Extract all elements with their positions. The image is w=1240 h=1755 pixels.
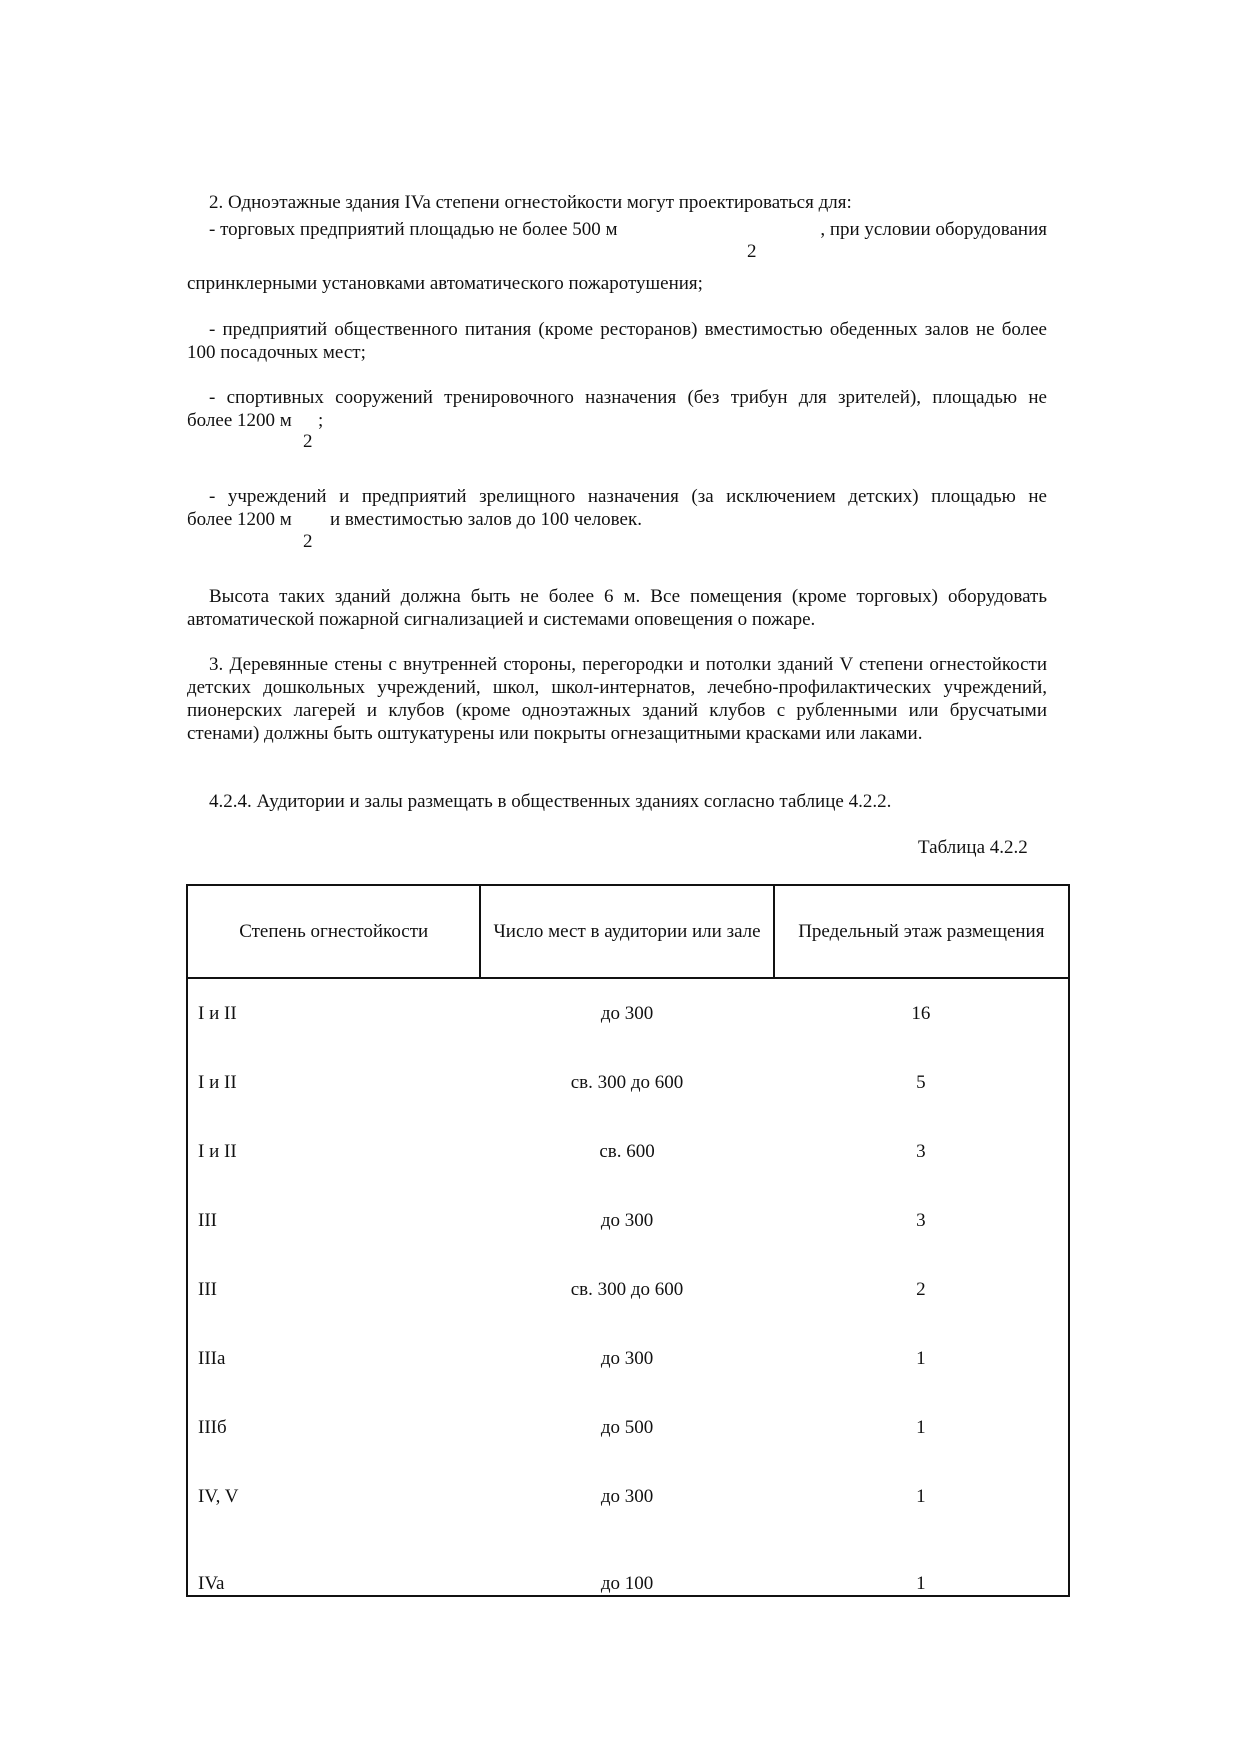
paragraph-height: Высота таких зданий должна быть не более 6 м. Все помещения (кроме торговых) оборудовать автоматической пожарной сигнализацией и системами оповещения о пожаре.: [187, 586, 1047, 630]
sports-line2-after: ;: [318, 410, 324, 431]
cell-seat-count: до 300: [600, 1003, 654, 1024]
fire-resistance-table: [186, 884, 1070, 1597]
paragraph-4-2-4: 4.2.4. Аудитории и залы размещать в общественных зданиях согласно таблице 4.2.2.: [209, 791, 892, 812]
cell-max-floor: 1: [774, 1324, 1069, 1393]
cell-max-floor: 1: [774, 1393, 1069, 1462]
cell-fire-resistance: IVa: [187, 1531, 480, 1596]
cell-seat-count: св. 600: [599, 1141, 655, 1162]
theatre-line1: - учреждений и предприятий зрелищного назначения (за исключением детских) площадью не: [209, 486, 1047, 507]
cell-fire-resistance: IIIa: [187, 1324, 480, 1393]
header-seat-count: Число мест в аудитории или зале: [480, 885, 773, 978]
trade-line1-after: , при условии оборудования: [820, 219, 1047, 240]
header-max-floor: Предельный этаж размещения: [774, 885, 1069, 978]
sports-line2-before: более 1200 м: [187, 410, 292, 431]
cell-max-floor: 1: [774, 1462, 1069, 1531]
table-row: [187, 1186, 1069, 1255]
list-item-catering: - предприятий общественного питания (кроме ресторанов) вместимостью обеденных залов не более 100 посадочных мест;: [187, 319, 1047, 363]
header-fire-resistance: Степень огнестойкости: [187, 885, 480, 978]
sports-line1: - спортивных сооружений тренировочного назначения (без трибун для зрителей), площадью не: [209, 387, 1047, 408]
trade-superscript: 2: [747, 241, 757, 262]
cell-seat-count: св. 300 до 600: [570, 1279, 684, 1300]
cell-seat-count: до 300: [600, 1348, 654, 1369]
table-row: [187, 1117, 1069, 1186]
table-row: [187, 1462, 1069, 1531]
cell-fire-resistance: IIIб: [187, 1393, 480, 1462]
cell-seat-count: св. 300 до 600: [570, 1072, 684, 1093]
table-row: [187, 1393, 1069, 1462]
cell-fire-resistance: III: [187, 1255, 480, 1324]
table-row: [187, 1324, 1069, 1393]
sports-superscript: 2: [303, 431, 313, 452]
trade-line1-before: - торговых предприятий площадью не более 500 м: [209, 219, 618, 240]
cell-fire-resistance: III: [187, 1186, 480, 1255]
cell-seat-count: до 300: [600, 1210, 654, 1231]
cell-fire-resistance: I и II: [187, 978, 480, 1048]
cell-max-floor: 3: [774, 1117, 1069, 1186]
cell-max-floor: 16: [774, 978, 1069, 1048]
table-row: [187, 978, 1069, 1048]
table-row: [187, 1255, 1069, 1324]
cell-seat-count: до 300: [600, 1486, 654, 1507]
table-caption: Таблица 4.2.2: [918, 837, 1028, 858]
cell-max-floor: 5: [774, 1048, 1069, 1117]
theatre-superscript: 2: [303, 531, 313, 552]
table-header-row: [187, 885, 1069, 978]
table-row: [187, 1048, 1069, 1117]
table-row: [187, 1531, 1069, 1596]
cell-max-floor: 3: [774, 1186, 1069, 1255]
cell-fire-resistance: I и II: [187, 1117, 480, 1186]
cell-fire-resistance: I и II: [187, 1048, 480, 1117]
cell-max-floor: 2: [774, 1255, 1069, 1324]
paragraph-3: 3. Деревянные стены с внутренней стороны, перегородки и потолки зданий V степени огнестойкости детских дошкольных учреждений, школ, школ-интернатов, лечебно-профилактических учреждений, пионерских лагерей и клубов (кроме одноэтажных зданий клубов с рубленными или брусчатыми стенами) должны быть оштукатурены или покрыты огнезащитными красками или лаками.: [187, 654, 1047, 744]
theatre-line2-before: более 1200 м: [187, 509, 292, 530]
trade-line2: спринклерными установками автоматического пожаротушения;: [187, 273, 703, 294]
cell-seat-count: до 100: [480, 1531, 773, 1596]
cell-fire-resistance: IV, V: [187, 1462, 480, 1531]
cell-max-floor: 1: [774, 1531, 1069, 1596]
paragraph-2-intro: 2. Одноэтажные здания IVa степени огнестойкости могут проектироваться для:: [209, 192, 852, 213]
theatre-line2-after: и вместимостью залов до 100 человек.: [330, 509, 642, 530]
cell-seat-count: до 500: [600, 1417, 654, 1438]
